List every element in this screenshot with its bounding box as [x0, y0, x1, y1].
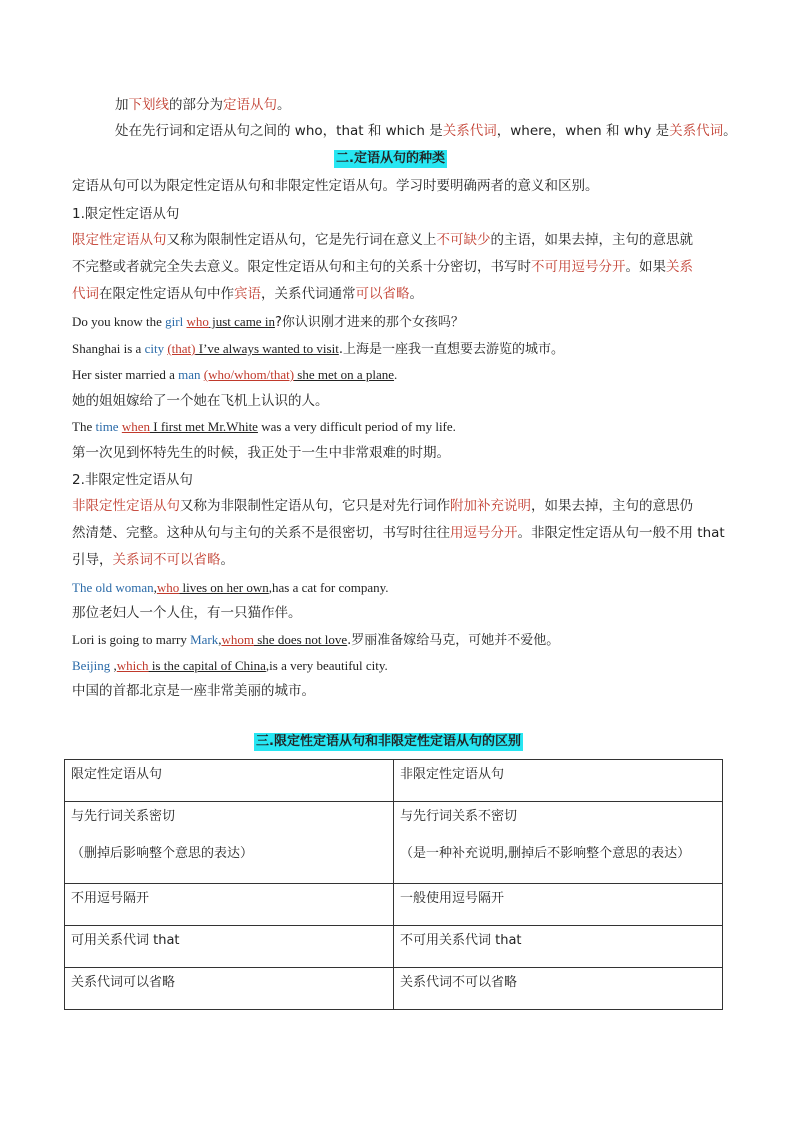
highlight-term: 限定性定语从句 [72, 232, 167, 248]
relative-word: whom [221, 632, 254, 647]
restrictive-example-3 [72, 366, 397, 384]
clause: is the capital of China [148, 658, 266, 673]
translation: ?你认识刚才进来的那个女孩吗？ [274, 315, 464, 330]
clause: she met on a plane [294, 367, 395, 382]
text: 又称为限制性定语从句，它是先行词在意义上 [166, 232, 437, 248]
text: 。 [277, 97, 291, 113]
relative-word: when [121, 419, 150, 434]
text: , [218, 632, 222, 647]
text: The [72, 419, 96, 434]
text: 又称为非限制性定语从句，它只是对先行词作 [180, 498, 450, 514]
table-cell [394, 802, 723, 884]
table-row [65, 884, 723, 926]
text: Lori is going to marry [72, 632, 191, 647]
restrictive-para-line-3 [72, 285, 423, 303]
cell-note: （是一种补充说明,删掉后不影响整个意思的表达） [400, 846, 691, 861]
cell-main-text: 与先行词关系密切 [71, 809, 176, 824]
text: ，关系代词通常 [261, 286, 356, 302]
nonrestrictive-para-line-2 [72, 524, 725, 542]
clause: I’ve always wanted to visit [195, 341, 339, 356]
relative-word: which [116, 658, 149, 673]
text: Her sister married a [72, 367, 179, 382]
table-row [65, 926, 723, 968]
highlight-term: 附加补充说明 [450, 498, 531, 514]
relative-word: (that) [167, 341, 196, 356]
section2-intro: 定语从句可以为限定性定语从句和非限定性定语从句。学习时要明确两者的意义和区别。 [72, 178, 599, 194]
table-cell: 可用关系代词 that [65, 926, 394, 968]
highlight-term: 不可用逗号分开 [531, 259, 626, 275]
table-cell: 不用逗号隔开 [65, 884, 394, 926]
highlight-term: 关系 [666, 259, 693, 275]
table-cell: 关系代词不可以省略 [394, 968, 723, 1010]
nonrestrictive-para-line-3 [72, 551, 234, 569]
antecedent: The old woman [72, 580, 154, 595]
restrictive-example-1 [72, 313, 464, 332]
cell-main-text: 与先行词关系不密切 [400, 809, 518, 824]
text: ，如果去掉，主句的意思仍 [531, 498, 693, 514]
nonrestrictive-example-3 [72, 657, 388, 675]
clause: just came in [208, 314, 275, 329]
antecedent: Beijing [72, 658, 111, 673]
text: 加 [115, 97, 129, 113]
clause: she does not love [254, 632, 348, 647]
highlight-relative-adverb: 关系代词 [669, 123, 724, 139]
highlight-term: 用逗号分开 [450, 525, 518, 541]
restrictive-example-2 [72, 340, 564, 359]
text: 的主语，如果去掉，主句的意思就 [490, 232, 693, 248]
text: 处在先行词和定语从句之间的 who，that 和 which 是 [115, 123, 443, 139]
highlight-term: 代词 [72, 286, 99, 302]
clause: lives on her own [179, 580, 269, 595]
text: ，where，when 和 why 是 [496, 123, 670, 139]
intro-line-1 [115, 96, 291, 114]
comparison-table [64, 759, 723, 1010]
text: 。如果 [625, 259, 666, 275]
highlight-underline: 下划线 [128, 97, 169, 113]
table-cell: 关系代词可以省略 [65, 968, 394, 1010]
table-cell: 一般使用逗号隔开 [394, 884, 723, 926]
text: 的部分为 [169, 97, 223, 113]
table-row [65, 968, 723, 1010]
highlight-term: 可以省略 [355, 286, 410, 302]
text: Shanghai is a [72, 341, 145, 356]
text: 。非限定性定语从句一般不用 that [517, 525, 725, 541]
highlight-relative-pronoun: 关系代词 [442, 123, 497, 139]
restrictive-example-3-translation: 她的姐姐嫁给了一个她在飞机上认识的人。 [72, 393, 329, 409]
antecedent: Mark [190, 632, 219, 647]
restrictive-example-4 [72, 418, 456, 436]
highlight-term: 不可缺少 [436, 232, 491, 248]
table-cell: 限定性定语从句 [65, 760, 394, 802]
text: 然清楚、完整。这种从句与主句的关系不是很密切，书写时往往 [72, 525, 450, 541]
nonrestrictive-example-3-translation: 中国的首都北京是一座非常美丽的城市。 [72, 683, 315, 699]
relative-word: who [156, 580, 180, 595]
translation: .上海是一座我一直想要去游览的城市。 [338, 342, 564, 357]
antecedent: girl [165, 314, 184, 329]
translation: .罗丽准备嫁给马克，可她并不爱他。 [347, 633, 560, 648]
text: 。 [220, 552, 234, 568]
text: 不完整或者就完全失去意义。限定性定语从句和主句的关系十分密切，书写时 [72, 259, 531, 275]
text: 。 [723, 123, 737, 139]
text: 在限定性定语从句中作 [99, 286, 234, 302]
section2-title: 二.定语从句的种类 [336, 151, 445, 166]
text: ,has a cat for company. [268, 580, 389, 595]
section3-title: 三.限定性定语从句和非限定性定语从句的区别 [256, 734, 521, 749]
text: 。 [409, 286, 423, 302]
highlight-term: 宾语 [234, 286, 261, 302]
restrictive-para-line-2 [72, 258, 693, 276]
highlight-attributive-clause: 定语从句 [223, 97, 277, 113]
text: 引导， [72, 552, 113, 568]
text: Do you know the [72, 314, 166, 329]
nonrestrictive-example-2 [72, 631, 559, 650]
text: . [394, 367, 398, 382]
clause: I first met Mr.White [150, 419, 258, 434]
cell-note: （删掉后影响整个意思的表达） [71, 846, 254, 861]
relative-word: (who/whom/that) [203, 367, 295, 382]
restrictive-para-line-1 [72, 231, 693, 249]
table-cell [65, 802, 394, 884]
nonrestrictive-para-line-1 [72, 497, 693, 515]
table-row [65, 760, 723, 802]
text: ,is a very beautiful city. [265, 658, 388, 673]
intro-line-2 [115, 122, 737, 140]
text: , [153, 580, 157, 595]
text: , [110, 658, 117, 673]
table-cell: 非限定性定语从句 [394, 760, 723, 802]
table-row [65, 802, 723, 884]
highlight-term: 关系词不可以省略 [112, 552, 221, 568]
restrictive-heading: 1.限定性定语从句 [72, 206, 180, 222]
nonrestrictive-heading: 2.非限定性定语从句 [72, 472, 193, 488]
nonrestrictive-example-1 [72, 579, 389, 597]
restrictive-example-4-translation: 第一次见到怀特先生的时候，我正处于一生中非常艰难的时期。 [72, 445, 450, 461]
antecedent: city [144, 341, 165, 356]
relative-word: who [186, 314, 209, 329]
antecedent: time [95, 419, 119, 434]
table-cell: 不可用关系代词 that [394, 926, 723, 968]
highlight-term: 非限定性定语从句 [72, 498, 180, 514]
text: was a very difficult period of my life. [257, 419, 456, 434]
nonrestrictive-example-1-translation: 那位老妇人一个人住，有一只猫作伴。 [72, 605, 302, 621]
antecedent: man [178, 367, 201, 382]
